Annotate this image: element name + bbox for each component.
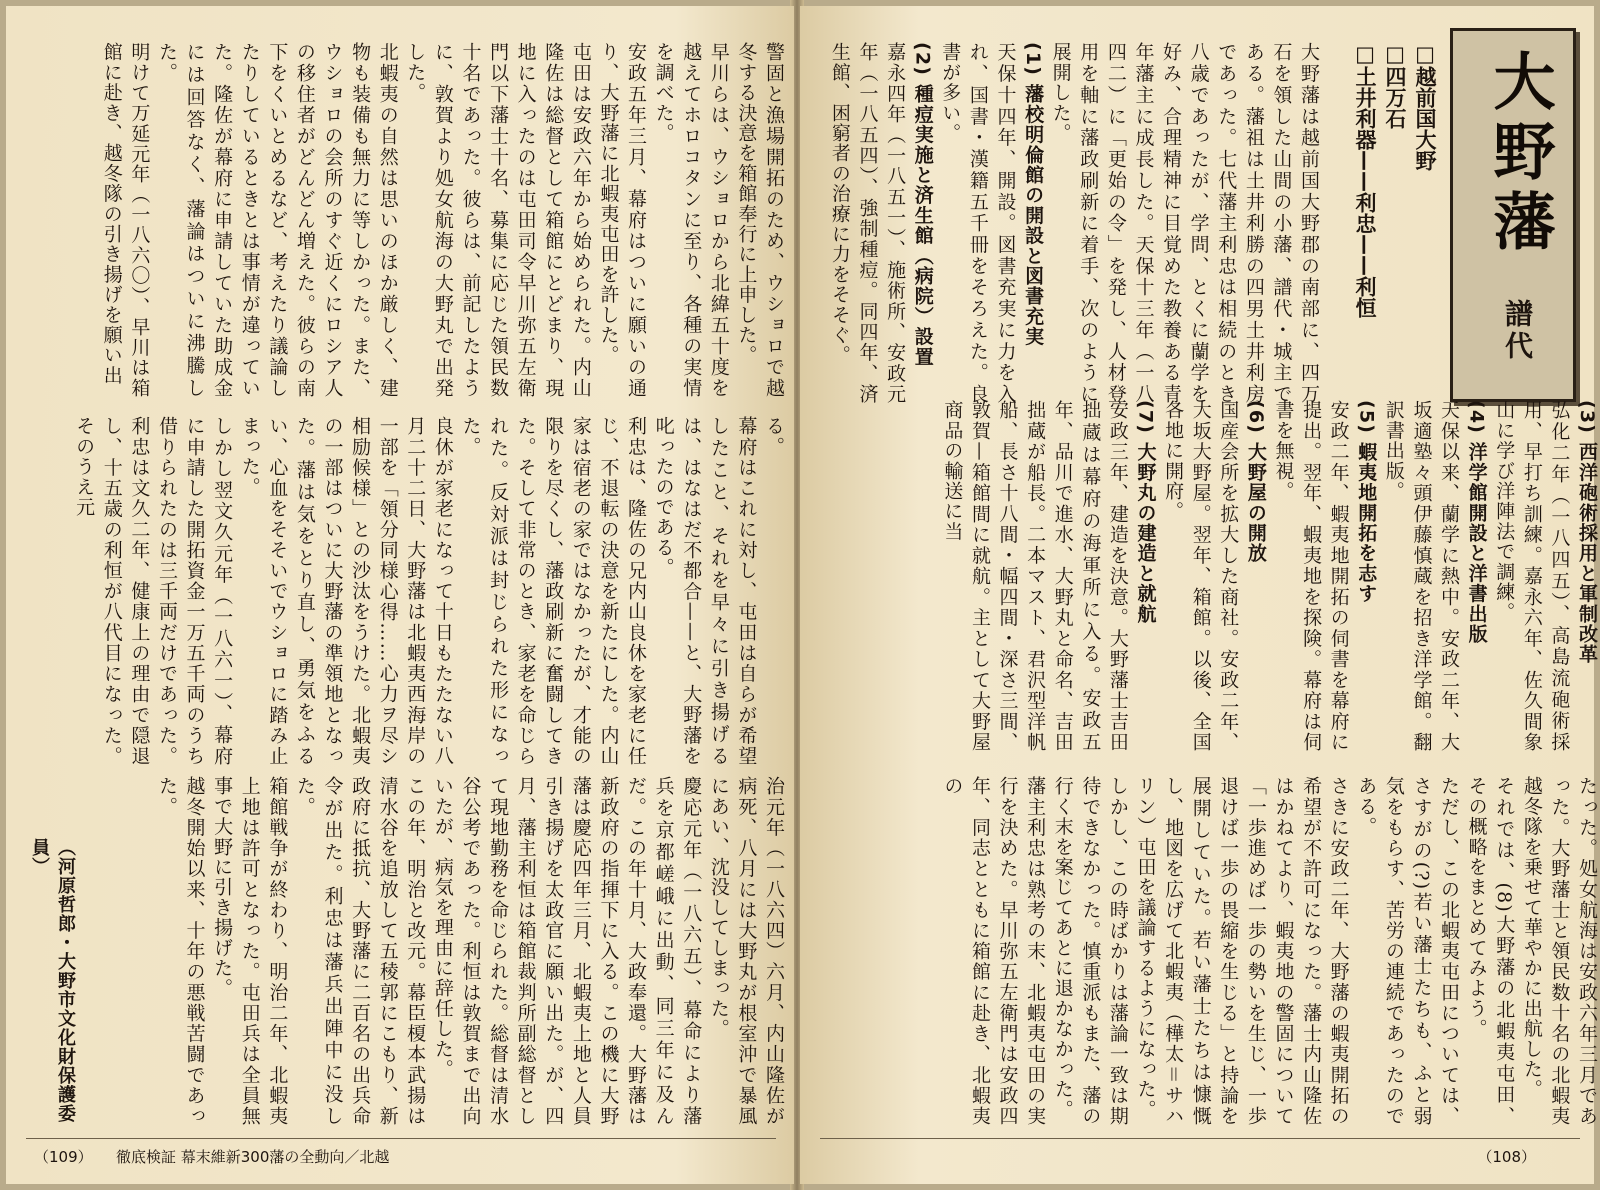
paragraph: 越冬開始以来、十年の悪戦苦闘であった。	[155, 776, 206, 1126]
paragraph: 藩主利忠は熟考の末、北蝦夷屯田の実行を決めた。早川弥五左衛門は安政四年、同志とともに箱館に赴き、北蝦夷の	[941, 776, 1047, 1126]
paragraph: 屯田は安政六年から始められた。内山隆佐は総督として箱館にとどまり、現地に入ったのは屯田司令早川弥五左衛門以下藩士十名、募集に応じた領民数十名であった。彼らは、前記したように、敦賀より処女航海の大野丸で出発した。	[404, 42, 592, 398]
footer-rule	[26, 1138, 776, 1139]
title-box	[1450, 28, 1576, 402]
paragraph: 慶応元年（一八六五）、幕命により藩兵を京都嵯峨に出動、同三年に及んだ。この年十月、大政奉還。大野藩は新政府の指揮下に入る。この機に大野藩は慶応四年三月、北蝦夷上地と人員引き揚げを太政官に願い出た。が、四月、藩主利恒は箱館裁判所副総督として現地勤務を命じられた。総督は清水谷公考であった。利恒は敦賀まで出向いたが、病気を理由に辞任した。	[431, 776, 703, 1126]
title-subtitle: 譜代	[1501, 299, 1534, 363]
left-page	[6, 6, 794, 1184]
paragraph: 治元年（一八六四）六月、内山隆佐が病死、八月には大野丸が根室沖で暴風にあい、沈没してしまった。	[707, 776, 785, 1126]
paragraph: しかし、この時ばかりは藩論一致は期待できなかった。慎重派もまた、藩の行く末を案じてあとに退かなかった。	[1051, 776, 1129, 1126]
paragraph: 早川らは、ウショロから北緯五十度を越えてホロコタンに至り、各種の実情を調べた。	[652, 42, 730, 398]
section-heading: (2) 種痘実施と済生館（病院）設置	[911, 42, 934, 367]
paragraph: 警固と漁場開拓のため、ウショロで越冬する決意を箱館奉行に上申した。	[735, 42, 785, 398]
paragraph: それでは、(8)大野藩の北蝦夷屯田、その概略をまとめてみよう。	[1465, 776, 1516, 1126]
meta-province: □越前国大野	[1413, 42, 1437, 171]
paragraph: さきに安政二年、大野藩の蝦夷開拓の希望が不許可になった。藩士内山隆佐はかねてより、蝦夷地の警固について「一歩進めば一歩の勢いを生じ、一歩退けば一歩の畏縮を生じる」と持論を展開していた。若い藩士たちは慷慨し、地図を広げて北蝦夷（樺太＝サハリン）屯田を議論するようになった。	[1134, 776, 1350, 1126]
meta-lineage: □土井利器——利忠——利恒	[1353, 42, 1377, 318]
paragraph: 良休が家老になって十日もたたない八月二十二日、大野藩は北蝦夷西海岸の一部を「領分同様心得……心力ヲ尽シ相励候様」との沙汰をうけた。北蝦夷の一部はついに大野藩の準領地となった。藩は気をとり直し、勇気をふるい、心血をそそいでウショロに踏み止まった。	[238, 416, 454, 766]
paragraph: 天保十四年、開設。図書充実に力を入れ、国書・漢籍五千冊をそろえた。良書が多い。	[939, 42, 1017, 404]
section-heading: (6) 大野屋の開放	[1244, 400, 1267, 564]
section-heading: (1) 藩校明倫館の開設と図書充実	[1022, 42, 1045, 347]
left-section-b	[22, 416, 787, 766]
left-section-c	[22, 776, 787, 1126]
paragraph: 箱館戦争が終わり、明治二年、北蝦夷上地は許可となった。屯田兵は全員無事で大野に引き揚げた。	[211, 776, 289, 1126]
meta-koku: □四万石	[1383, 42, 1407, 129]
right-section-c	[830, 776, 1600, 1126]
paragraph: る。	[763, 416, 785, 457]
page-number-right: （108）	[1477, 1148, 1536, 1166]
paragraph: 大野藩は越前国大野郡の南部に、四万石を領した山間の小藩、譜代・城主である。藩祖は土井利勝の四男土井利房であった。七代藩主利忠は相続のとき八歳であったが、学問、とくに蘭学を好み、合理精神に目覚めた教養ある青年藩主に成長した。天保十三年（一八四二）に「更始の令」を発し、人材登用を軸に藩政刷新に着手、次のように展開した。	[1049, 42, 1320, 404]
paragraph: 弘化二年（一八四五）、高島流砲術採用、早打ち訓練。嘉永六年、佐久間象山に学び洋陣法で調練。	[1493, 400, 1571, 752]
paragraph: 天保以来、蘭学に熱中。安政二年、大坂適塾々頭伊藤慎蔵を招き洋学館。翻訳書出版。	[1382, 400, 1461, 752]
right-section-b	[830, 400, 1600, 752]
paragraph: この年、明治と改元。幕臣榎本武揚は清水谷を追放して五稜郭にこもり、新政府に抵抗、大野藩に二百名の出兵命令が出た。利忠は藩兵出陣中に没した。	[293, 776, 427, 1126]
section-heading: (5) 蝦夷地開拓を志す	[1355, 400, 1378, 604]
paragraph: 明けて万延元年（一八六〇）、早川は箱館に赴き、越冬隊の引き揚げを願い出	[100, 42, 151, 398]
paragraph: 安政三年、建造を決意。大野藩士吉田拙蔵は幕府の海軍所に入る。安政五年、品川で進水、大野丸と命名、吉田拙蔵が船長。二本マスト、君沢型洋帆船、長さ十八間・幅四間・深さ三間、敦賀—箱館間に就航。主として大野屋商品の輸送に当	[941, 400, 1129, 752]
paragraph: 嘉永四年（一八五一）、施術所、安政元年（一八五四）、強制種痘。同四年、済生館、困窮者の治療に力をそそぐ。	[828, 42, 907, 404]
paragraph: 安政二年、蝦夷地開拓の伺書を幕府に提出。翌年、蝦夷地を探険。幕府は伺書を無視。	[1272, 400, 1350, 752]
paragraph: しかし翌文久元年（一八六一）、幕府に申請した開拓資金一万五千両のうち借りられたのは三千両だけであった。利忠は文久二年、健康上の理由で隠退し、十五歳の利恒が八代目になった。そのうえ元	[73, 416, 234, 766]
footer-rule	[820, 1138, 1580, 1139]
domain-meta	[1320, 42, 1440, 402]
page-title: 大野藩	[1483, 49, 1556, 259]
paragraph: 北蝦夷の自然は思いのほか厳しく、建物も装備も無力に等しかった。また、ウショロの会所のすぐ近くにロシア人の移住者がどんどん増えた。彼らの南下をくいとめるなど、考えたり議論したりしているときとは事情が違っていた。隆佐が幕府に申請していた助成金には回答なく、藩論はついに沸騰した。	[155, 42, 399, 398]
paragraph: 国産会所を拡大した商社。安政二年、大坂大野屋。翌年、箱館。以後、全国各地に開府。	[1162, 400, 1240, 752]
section-heading: (4) 洋学館開設と洋書出版	[1465, 400, 1488, 645]
running-footer-title: 徹底検証 幕末維新300藩の全動向／北越	[116, 1148, 390, 1166]
right-section-a	[828, 42, 1322, 404]
page-number-left: （109）	[34, 1148, 93, 1166]
paragraph: 利忠は、隆佐の兄内山良休を家老に任じ、不退転の決意を新たにした。内山家は宿老の家ではなかったが、才能の限りを尽くし、藩政刷新に奮闘してきた。そして非常のとき、家老を命じられた。反対派は封じられた形になった。	[459, 416, 648, 766]
left-section-a	[22, 42, 787, 398]
paragraph: 幕府はこれに対し、屯田は自らが希望したこと、それを早々に引き揚げるは、はなはだ不都合——と、大野藩を叱ったのである。	[652, 416, 758, 766]
right-page	[800, 6, 1598, 1184]
paragraph: たった。処女航海は安政六年三月であった。大野藩士と領民数十名の北蝦夷越冬隊を乗せて華やかに出航した。	[1520, 776, 1598, 1126]
paragraph: ただし、この北蝦夷屯田については、さすがの(?)若い藩士たちも、ふと弱気をもらす、苦労の連続であったのである。	[1355, 776, 1461, 1126]
paragraph: 安政五年三月、幕府はついに願いの通り、大野藩に北蝦夷屯田を許した。	[597, 42, 648, 398]
section-heading: (3) 西洋砲術採用と軍制改革	[1576, 400, 1598, 665]
section-heading: (7) 大野丸の建造と就航	[1134, 400, 1157, 624]
author-credit: （河原哲郎・大野市文化財保護委員）	[29, 838, 76, 1123]
